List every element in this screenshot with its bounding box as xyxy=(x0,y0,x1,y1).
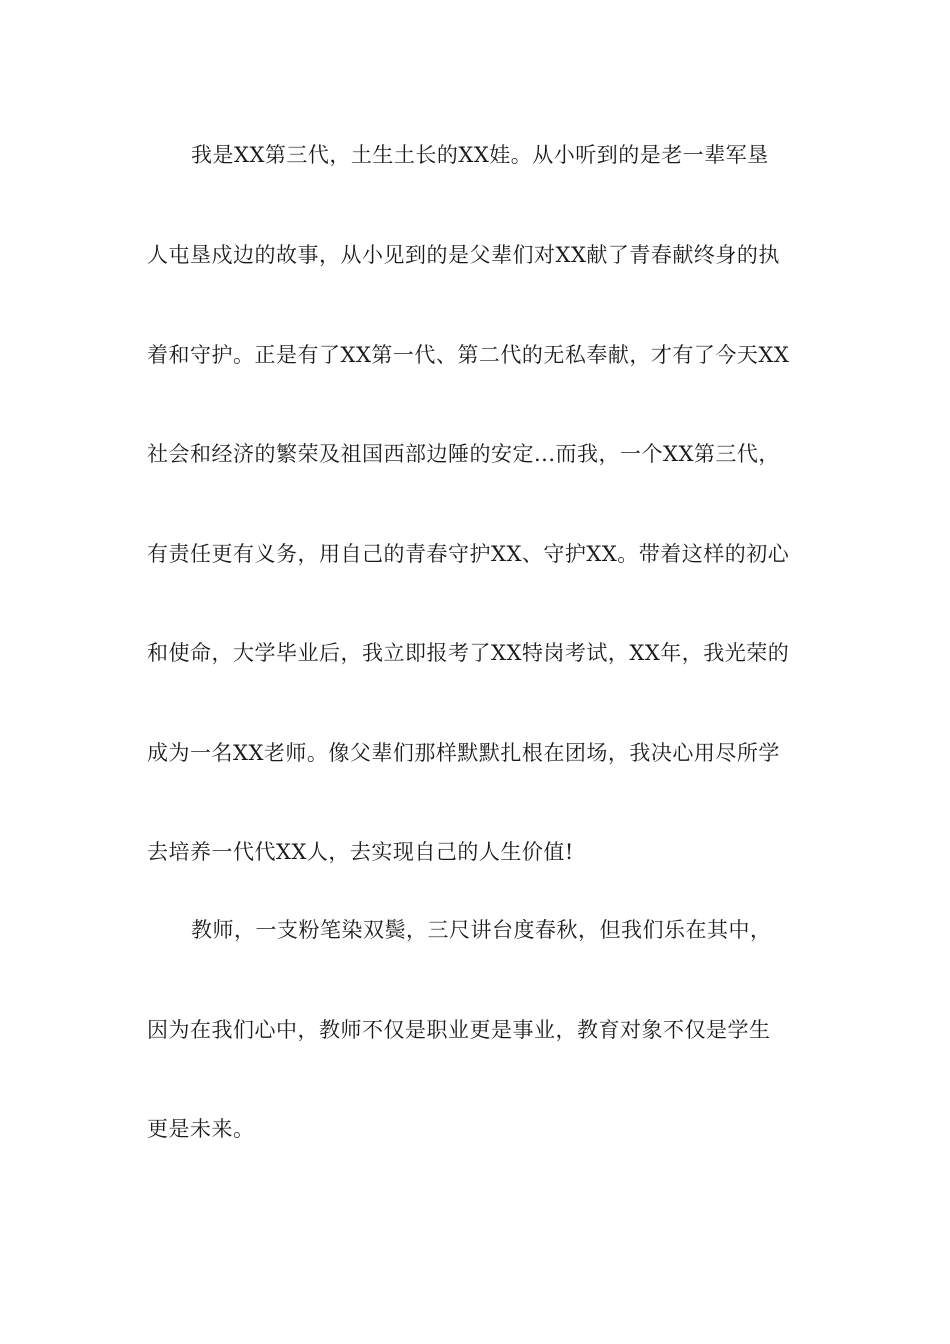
paragraph-line: 和使命，大学毕业后，我立即报考了XX特岗考试，XX年，我光荣的 xyxy=(147,641,790,665)
paragraph-line: 着和守护。正是有了XX第一代、第二代的无私奉献，才有了今天XX xyxy=(147,343,790,367)
paragraph-line: 因为在我们心中，教师不仅是职业更是事业，教育对象不仅是学生 xyxy=(147,1018,771,1042)
paragraph-line: 有责任更有义务，用自己的青春守护XX、守护XX。带着这样的初心 xyxy=(147,542,790,566)
paragraph-line: 去培养一代代XX人，去实现自己的人生价值! xyxy=(147,840,574,864)
paragraph-line: 我是XX第三代，土生土长的XX娃。从小听到的是老一辈军垦 xyxy=(191,143,769,167)
paragraph-line: 人屯垦戍边的故事，从小见到的是父辈们对XX献了青春献终身的执 xyxy=(147,243,780,267)
paragraph-line: 更是未来。 xyxy=(147,1117,255,1141)
paragraph-line: 成为一名XX老师。像父辈们那样默默扎根在团场，我决心用尽所学 xyxy=(147,741,780,765)
paragraph-line: 社会和经济的繁荣及祖国西部边陲的安定...而我，一个XX第三代， xyxy=(147,442,780,466)
paragraph-line: 教师，一支粉笔染双鬓，三尺讲台度春秋，但我们乐在其中， xyxy=(191,918,772,942)
